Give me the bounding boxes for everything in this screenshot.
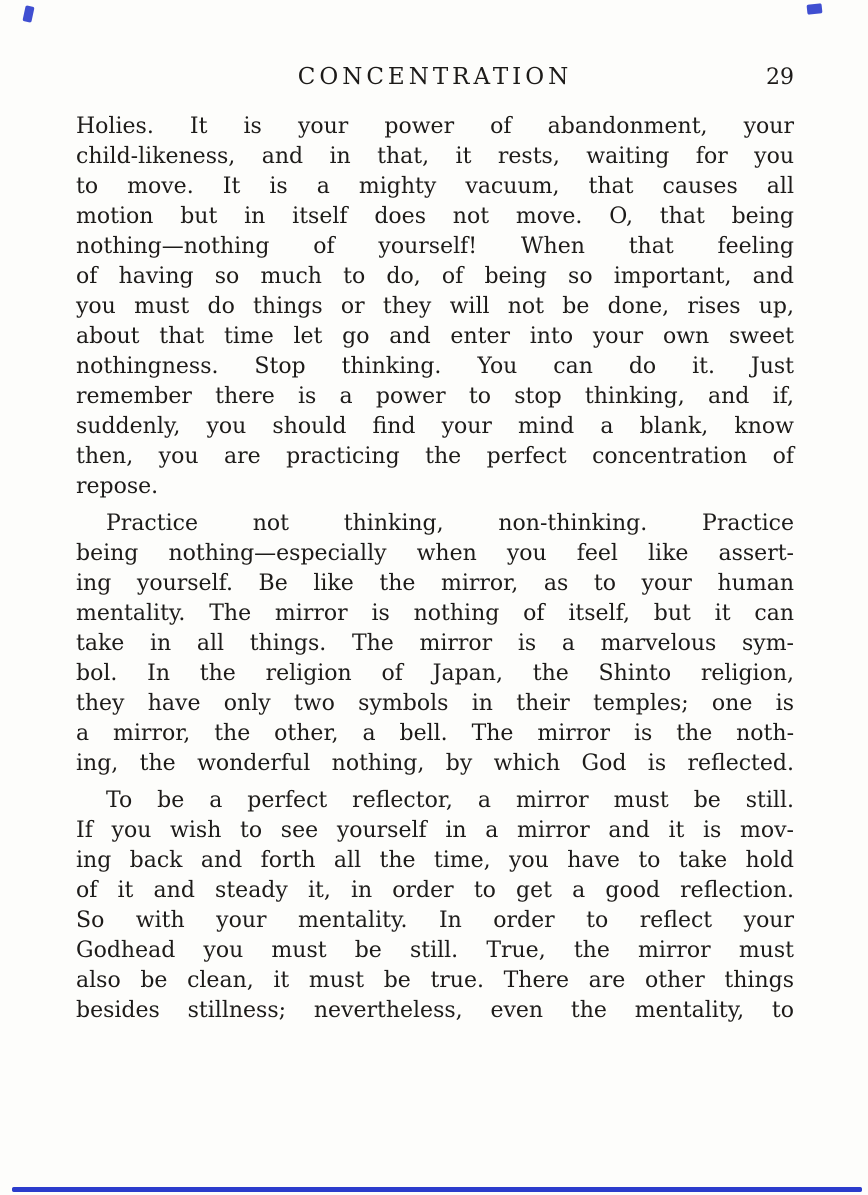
scan-artifact-bottom-line	[12, 1187, 862, 1192]
text-line: then, you are practicing the perfect concentration of	[76, 444, 794, 469]
text-line: To be a perfect reflector, a mirror must be still.	[106, 788, 794, 813]
text-line: motion but in itself does not move. O, that being	[76, 204, 794, 229]
text-line: you must do things or they will not be done, rises up,	[76, 294, 794, 319]
text-line: If you wish to see yourself in a mirror and it is mov-	[76, 818, 794, 843]
text-line: besides stillness; nevertheless, even the mentality, to	[76, 998, 794, 1023]
text-line: ing yourself. Be like the mirror, as to your human	[76, 571, 794, 596]
paragraph	[76, 786, 794, 1026]
scan-artifact-top-right	[807, 3, 823, 15]
text-line: also be clean, it must be true. There are other things	[76, 968, 794, 993]
running-title: CONCENTRATION	[297, 64, 573, 90]
text-line: to move. It is a mighty vacuum, that causes all	[76, 174, 794, 199]
text-line: suddenly, you should find your mind a blank, know	[76, 414, 794, 439]
text-line: remember there is a power to stop thinking, and if,	[76, 384, 794, 409]
page-header	[76, 64, 794, 96]
text-line: Holies. It is your power of abandonment, your	[76, 114, 794, 139]
text-line: Godhead you must be still. True, the mirror must	[76, 938, 794, 963]
text-line: they have only two symbols in their temples; one is	[76, 691, 794, 716]
text-line: nothingness. Stop thinking. You can do it. Just	[76, 354, 794, 379]
text-line: mentality. The mirror is nothing of itself, but it can	[76, 601, 794, 626]
text-line: of it and steady it, in order to get a good reflection.	[76, 878, 794, 903]
text-line: being nothing—especially when you feel like assert-	[76, 541, 794, 566]
text-line: ing, the wonderful nothing, by which God is reflected.	[76, 751, 794, 776]
scan-artifact-top-left	[22, 5, 34, 23]
paragraph	[76, 112, 794, 502]
page-number: 29	[766, 65, 794, 90]
text-line: ing back and forth all the time, you have to take hold	[76, 848, 794, 873]
text-line: a mirror, the other, a bell. The mirror is the noth-	[76, 721, 794, 746]
text-line: Practice not thinking, non-thinking. Practice	[106, 511, 794, 536]
text-line: nothing—nothing of yourself! When that feeling	[76, 234, 794, 259]
text-block	[76, 112, 794, 1026]
text-line: repose.	[76, 474, 159, 499]
text-line: of having so much to do, of being so important, and	[76, 264, 794, 289]
text-line: bol. In the religion of Japan, the Shinto religion,	[76, 661, 794, 686]
text-line: child-likeness, and in that, it rests, waiting for you	[76, 144, 794, 169]
paragraph	[76, 509, 794, 779]
text-line: about that time let go and enter into your own sweet	[76, 324, 794, 349]
text-line: So with your mentality. In order to reflect your	[76, 908, 794, 933]
text-line: take in all things. The mirror is a marvelous sym-	[76, 631, 794, 656]
